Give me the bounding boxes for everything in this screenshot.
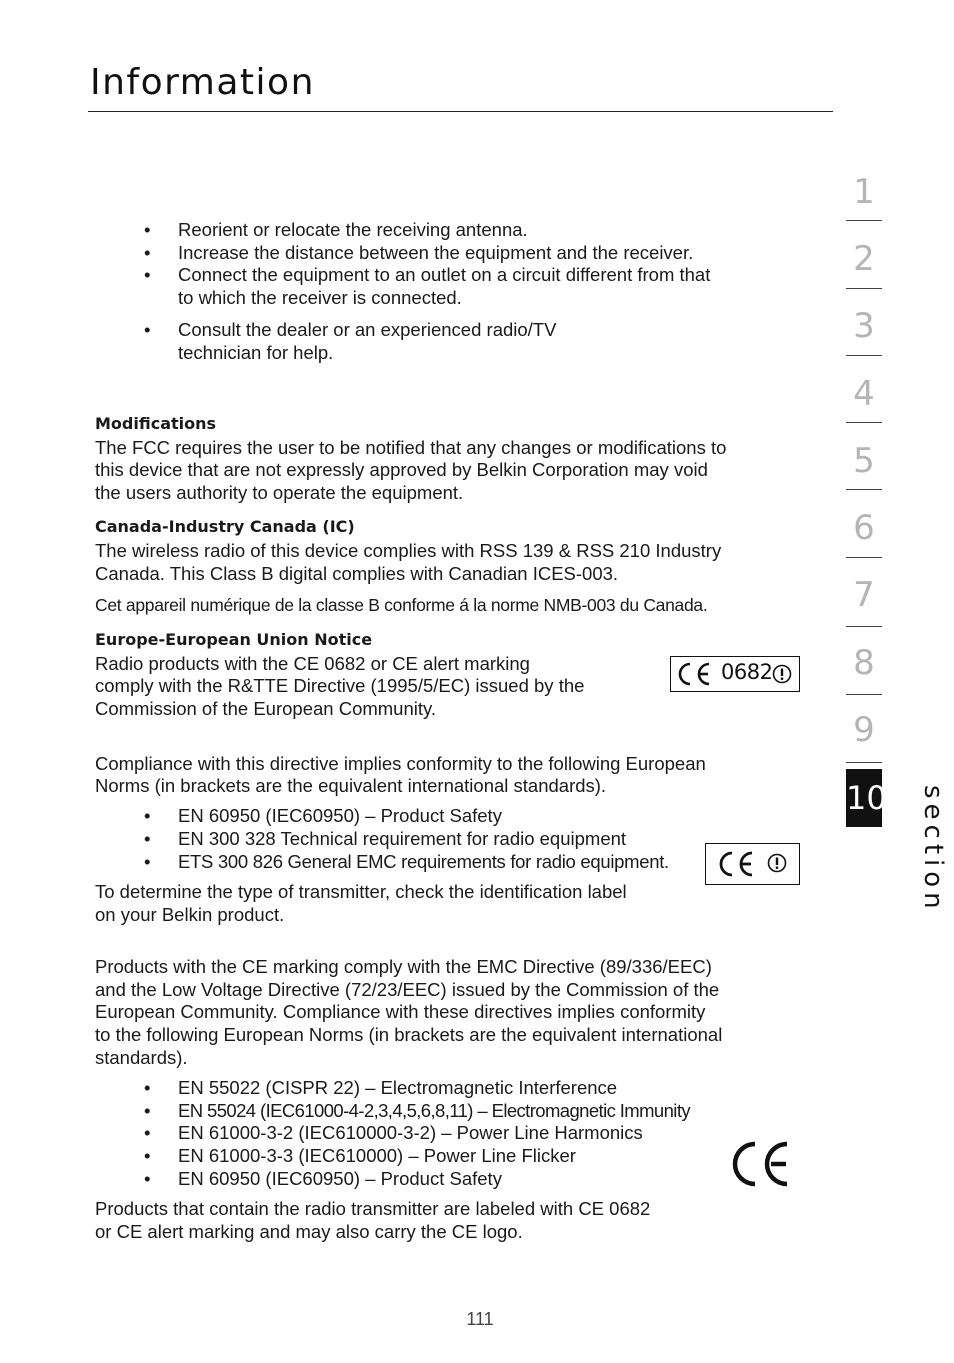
list-item: Increase the distance between the equipment and the receiver. (178, 242, 694, 263)
list-item: Consult the dealer or an experienced radio/TV (178, 319, 557, 340)
list-item: EN 61000-3-3 (IEC610000) – Power Line Flicker (178, 1145, 576, 1166)
section-3-link[interactable]: 3 (853, 306, 875, 346)
paragraph-line: Products that contain the radio transmitter are labeled with CE 0682 (95, 1198, 651, 1219)
ce-number: 0682 (721, 660, 773, 684)
europe-heading: Europe-European Union Notice (95, 630, 373, 649)
section-2-link[interactable]: 2 (853, 239, 875, 279)
paragraph-line: To determine the type of transmitter, check the identification label (95, 881, 627, 902)
bullet-icon: • (144, 851, 151, 872)
canada-heading: Canada-Industry Canada (IC) (95, 517, 355, 536)
ce-0682-alert-mark (670, 656, 800, 692)
paragraph-line: Compliance with this directive implies conformity to the following European (95, 753, 706, 774)
section-divider (846, 626, 882, 627)
list-item: EN 60950 (IEC60950) – Product Safety (178, 805, 502, 826)
section-8-link[interactable]: 8 (853, 643, 875, 683)
ce-logo-icon (675, 661, 715, 687)
bullet-icon: • (144, 1077, 151, 1098)
list-item-continuation: technician for help. (178, 342, 334, 363)
paragraph-line: Canada. This Class B digital complies with Canadian ICES-003. (95, 563, 619, 584)
paragraph-line: standards). (95, 1047, 188, 1068)
paragraph-line: Radio products with the CE 0682 or CE alert marking (95, 653, 530, 674)
ce-logo-icon (716, 850, 756, 878)
paragraph-line: the users authority to operate the equipment. (95, 482, 464, 503)
bullet-icon: • (144, 1100, 151, 1121)
list-item: Reorient or relocate the receiving antenna. (178, 219, 528, 240)
list-item-continuation: to which the receiver is connected. (178, 287, 462, 308)
section-divider (846, 422, 882, 423)
paragraph-line: Products with the CE marking comply with the EMC Directive (89/336/EEC) (95, 956, 712, 977)
paragraph-line: The FCC requires the user to be notified that any changes or modifications to (95, 437, 727, 458)
list-item: Connect the equipment to an outlet on a circuit different from that (178, 264, 711, 285)
page-number: 111 (466, 1309, 494, 1329)
bullet-icon: • (144, 219, 151, 240)
french-notice: Cet appareil numérique de la classe B conforme á la norme NMB-003 du Canada. (95, 595, 708, 615)
section-label: section (918, 785, 948, 914)
paragraph-line: comply with the R&TTE Directive (1995/5/EC) issued by the (95, 675, 585, 696)
section-divider (846, 288, 882, 289)
section-divider (846, 355, 882, 356)
section-10-active[interactable]: 10 (846, 769, 882, 827)
section-divider (846, 694, 882, 695)
paragraph-line: or CE alert marking and may also carry the CE logo. (95, 1221, 523, 1242)
list-item: ETS 300 826 General EMC requirements for radio equipment. (178, 851, 669, 872)
paragraph-line: and the Low Voltage Directive (72/23/EEC) issued by the Commission of the (95, 979, 720, 1000)
paragraph-line: to the following European Norms (in brackets are the equivalent international (95, 1024, 723, 1045)
section-9-link[interactable]: 9 (853, 710, 875, 750)
section-divider (846, 220, 882, 221)
list-item: EN 55022 (CISPR 22) – Electromagnetic Interference (178, 1077, 618, 1098)
section-4-link[interactable]: 4 (853, 374, 875, 414)
bullet-icon: • (144, 1168, 151, 1189)
alert-icon (767, 853, 787, 873)
section-6-link[interactable]: 6 (853, 508, 875, 548)
bullet-icon: • (144, 1145, 151, 1166)
section-divider (846, 557, 882, 558)
bullet-icon: • (144, 264, 151, 285)
paragraph-line: European Community. Compliance with these directives implies conformity (95, 1001, 706, 1022)
paragraph-line: this device that are not expressly approved by Belkin Corporation may void (95, 459, 708, 480)
section-5-link[interactable]: 5 (853, 441, 875, 481)
ce-alert-mark (705, 843, 800, 885)
section-divider (846, 489, 882, 490)
bullet-icon: • (144, 805, 151, 826)
section-1-link[interactable]: 1 (853, 172, 875, 212)
ce-logo-icon (731, 1140, 791, 1188)
alert-icon (772, 664, 792, 684)
list-item: EN 61000-3-2 (IEC610000-3-2) – Power Line Harmonics (178, 1122, 643, 1143)
header-rule (88, 111, 833, 112)
paragraph-line: Norms (in brackets are the equivalent international standards). (95, 775, 607, 796)
section-divider (846, 762, 882, 763)
bullet-icon: • (144, 1122, 151, 1143)
bullet-icon: • (144, 319, 151, 340)
paragraph-line: Commission of the European Community. (95, 698, 437, 719)
list-item: EN 55024 (IEC61000-4-2,3,4,5,6,8,11) – Electromagnetic Immunity (178, 1100, 691, 1121)
page-title: Information (90, 62, 315, 103)
bullet-icon: • (144, 828, 151, 849)
section-7-link[interactable]: 7 (853, 575, 875, 615)
paragraph-line: on your Belkin product. (95, 904, 285, 925)
modifications-heading: Modifications (95, 414, 217, 433)
paragraph-line: The wireless radio of this device complies with RSS 139 & RSS 210 Industry (95, 540, 722, 561)
bullet-icon: • (144, 242, 151, 263)
list-item: EN 300 328 Technical requirement for radio equipment (178, 828, 627, 849)
list-item: EN 60950 (IEC60950) – Product Safety (178, 1168, 502, 1189)
